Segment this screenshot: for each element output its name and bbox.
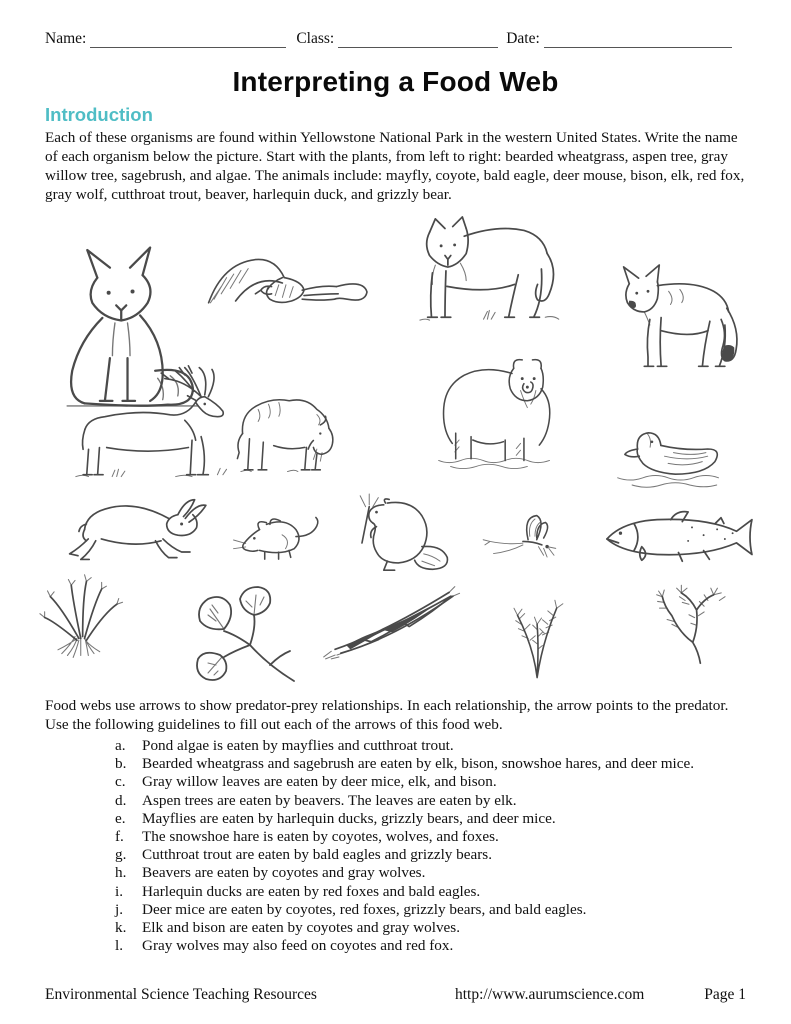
date-blank-line [544, 32, 732, 48]
guideline-text: Aspen trees are eaten by beavers. The leaves are eaten by elk. [142, 791, 517, 809]
header-fill-in-row [45, 30, 746, 48]
guideline-item-h [115, 864, 746, 882]
guideline-item-d [115, 792, 746, 810]
harlequin-duck-drawing [605, 422, 733, 494]
guideline-item-c [115, 773, 746, 791]
page-title: Interpreting a Food Web [232, 66, 559, 97]
footer-url-text: http://www.aurumscience.com [455, 986, 645, 1003]
guideline-text: Beavers are eaten by coyotes and gray wolves. [142, 864, 426, 882]
footer-source-text: Environmental Science Teaching Resources [45, 986, 317, 1003]
name-blank-line [90, 32, 286, 48]
introduction-heading: Introduction [45, 104, 153, 125]
guideline-text: Elk and bison are eaten by coyotes and gray wolves. [142, 919, 460, 937]
guideline-text: Harlequin ducks are eaten by red foxes and bald eagles. [142, 882, 481, 900]
guideline-text: Cutthroat trout are eaten by bald eagles and grizzly bears. [142, 846, 493, 864]
guideline-item-g [115, 846, 746, 864]
guideline-text: Gray wolves may also feed on coyotes and red fox. [142, 937, 454, 955]
guideline-text: Gray willow leaves are eaten by deer mice, elk, and bison. [142, 773, 497, 791]
bison-drawing [225, 380, 350, 475]
guideline-item-e [115, 810, 746, 828]
grizzly-bear-drawing [425, 347, 570, 475]
guideline-item-l [115, 937, 746, 955]
snowshoe-hare-drawing [62, 496, 234, 566]
guideline-item-a [115, 737, 746, 755]
guideline-letter: b. [115, 755, 127, 773]
guideline-letter: f. [115, 828, 124, 846]
algae-drawing [645, 572, 750, 667]
guideline-text: The snowshoe hare is eaten by coyotes, wolves, and foxes. [142, 828, 499, 846]
deer-mouse-drawing [226, 514, 326, 566]
guideline-text: Deer mice are eaten by coyotes, red foxes, grizzly bears, and bald eagles. [142, 900, 587, 918]
name-label: Name: [45, 30, 87, 47]
guideline-item-i [115, 883, 746, 901]
guideline-text: Bearded wheatgrass and sagebrush are eaten by elk, bison, snowshoe hares, and deer mice. [142, 755, 695, 773]
aspen-tree-drawing [172, 580, 312, 692]
guideline-letter: c. [115, 773, 126, 791]
guideline-item-b [115, 755, 746, 773]
gray-wolf-drawing [400, 215, 570, 323]
instructions-paragraph: Food webs use arrows to show predator-prey relationships. In each relationship, the arrow points to the predator. Use the following guidelines to fill out each of the arrows of this food web. [45, 697, 729, 733]
guideline-text: Mayflies are eaten by harlequin ducks, grizzly bears, and deer mice. [142, 809, 556, 827]
bald-eagle-drawing [196, 245, 376, 348]
guideline-letter: l. [115, 937, 124, 955]
guideline-letter: j. [115, 900, 124, 918]
guideline-letter: d. [115, 791, 127, 809]
class-label: Class: [296, 30, 335, 47]
guideline-letter: k. [115, 919, 127, 937]
guideline-item-k [115, 919, 746, 937]
page-footer [45, 986, 746, 1006]
guideline-letter: h. [115, 864, 127, 882]
coyote-drawing [603, 258, 753, 378]
guideline-item-f [115, 828, 746, 846]
organism-figure-grid [0, 212, 791, 694]
guideline-letter: g. [115, 846, 127, 864]
beaver-drawing [342, 492, 460, 574]
guideline-item-j [115, 901, 746, 919]
sagebrush-drawing [498, 578, 578, 690]
guideline-letter: e. [115, 809, 126, 827]
guideline-text: Pond algae is eaten by mayflies and cutthroat trout. [142, 737, 454, 754]
introduction-paragraph: Each of these organisms are found within Yellowstone National Park in the western United States. Write the name of each organism below the picture. Start with the plants, from left to right: bearded wheatgrass, aspen tree, gray willow tree, sagebrush, and algae. The animals include: mayfly, coyote, bald eagle, deer mouse, bison, elk, red fox, gray wolf, cutthroat trout, beaver, harlequin duck, and grizzly bear. [45, 129, 745, 203]
gray-willow-drawing [318, 574, 470, 662]
guidelines-list [115, 737, 746, 955]
date-label: Date: [506, 30, 540, 47]
footer-page-number: Page 1 [704, 986, 746, 1003]
bearded-wheatgrass-drawing [28, 570, 143, 665]
cutthroat-trout-drawing [595, 510, 760, 568]
mayfly-drawing [478, 512, 573, 564]
class-blank-line [338, 32, 498, 48]
guideline-letter: i. [115, 882, 124, 900]
guideline-letter: a. [115, 737, 126, 754]
